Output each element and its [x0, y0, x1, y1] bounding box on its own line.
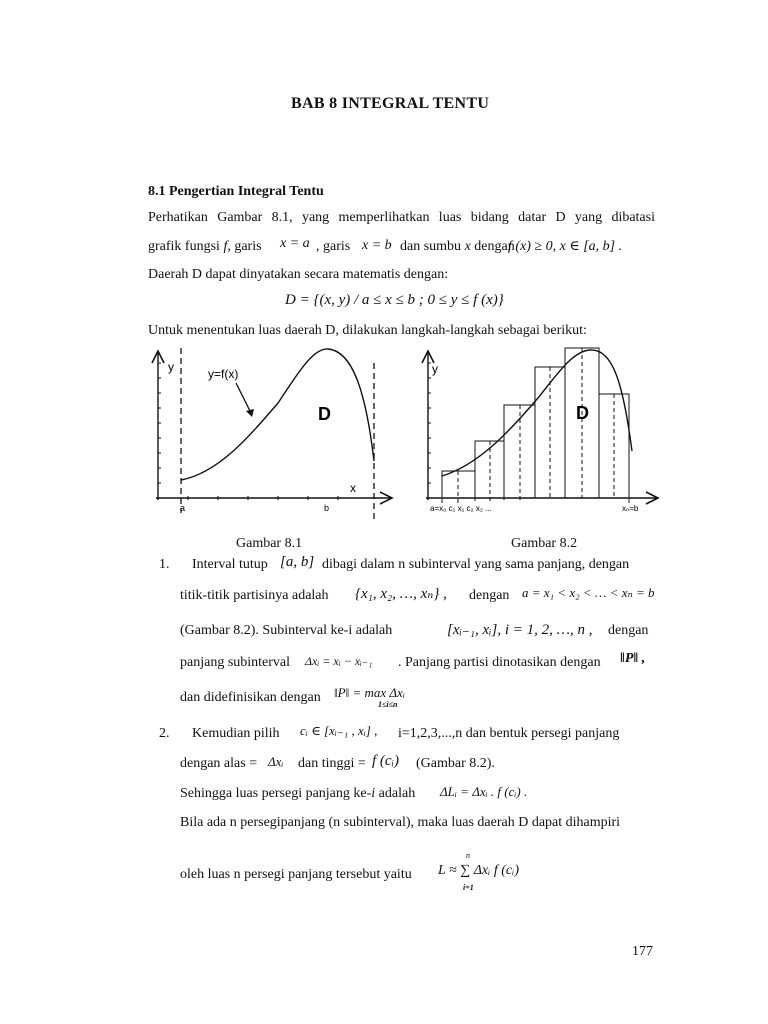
paragraph-line: Perhatikan Gambar 8.1, yang memperlihatkan luas bidang datar D yang dibatasi — [148, 210, 655, 225]
a-label: a — [180, 503, 186, 513]
text-run: dan tinggi = — [298, 756, 366, 771]
x-axis-label: x — [350, 481, 356, 495]
math-x-eq-a: x = a — [280, 236, 310, 251]
y-axis-label: y — [168, 360, 174, 374]
math-subinterval: [xᵢ₋₁, xᵢ], i = 1, 2, …, n , — [447, 622, 593, 638]
math-x-eq-b: x = b — [362, 238, 392, 253]
math-norm-p: ‖P‖ , — [620, 651, 646, 666]
paragraph-line: Daerah D dapat dinyatakan secara matematis dengan: — [148, 267, 449, 282]
text-run: adalah — [378, 786, 416, 801]
math-norm-def: ‖P‖ = max Δxᵢ — [334, 685, 405, 700]
math-interval: [a, b] — [280, 554, 315, 570]
list-number: 1. — [159, 557, 170, 572]
curve-label: y=f(x) — [208, 367, 239, 381]
math-condition: f (x) ≥ 0, x ∈ [a, b] . — [508, 239, 623, 254]
paragraph-line — [400, 238, 515, 256]
figure-caption: Gambar 8.2 — [511, 536, 578, 551]
text-run: dan didefinisikan dengan — [180, 690, 321, 705]
math-sum-upper: n — [466, 851, 470, 860]
riemann-rectangles — [442, 348, 629, 498]
paragraph-line: Untuk menentukan luas daerah D, dilakukan langkah-langkah sebagai berikut: — [148, 323, 587, 338]
text-run: Interval tutup — [192, 557, 268, 572]
text-run: i — [371, 786, 376, 801]
text-run: i=1,2,3,...,n dan bentuk persegi panjang — [398, 726, 620, 741]
region-label: D — [318, 404, 331, 424]
math-delta-x: Δxᵢ = xᵢ − xᵢ₋₁ — [305, 654, 373, 668]
label-pointer-head — [246, 409, 254, 417]
y-axis-label: y — [432, 362, 438, 376]
math-max-subscript: 1≤i≤n — [378, 700, 398, 709]
page-title: BAB 8 INTEGRAL TENTU — [291, 95, 490, 112]
text-run: dibagi dalam n subinterval yang sama panjang, dengan — [322, 557, 630, 572]
text-run: dengan — [608, 623, 649, 638]
text-run: titik-titik partisinya adalah — [180, 588, 329, 603]
math-height: f (cᵢ) — [372, 753, 399, 769]
text-run: (Gambar 8.2). Subinterval ke-i adalah — [180, 623, 393, 638]
figure-caption: Gambar 8.1 — [236, 536, 303, 551]
text-run: dengan — [469, 588, 510, 603]
text-run: x — [464, 239, 471, 254]
math-partition-order: a = x₁ < x₂ < … < xₙ = b — [522, 585, 655, 600]
text-run: oleh luas n persegi panjang tersebut yaitu — [180, 867, 412, 882]
figure-8-2 — [418, 343, 668, 523]
paragraph-line — [180, 785, 415, 803]
text-run: garis — [234, 239, 262, 254]
text-run: dengan — [474, 239, 515, 254]
math-partition-set: {x₁, x₂, …, xₙ} , — [355, 586, 447, 602]
text-run: panjang subinterval — [180, 655, 291, 670]
text-run: Sehingga luas persegi panjang ke- — [180, 786, 372, 801]
text-run: Kemudian pilih — [192, 726, 280, 741]
section-heading: 8.1 Pengertian Integral Tentu — [148, 184, 324, 199]
figure-8-1 — [148, 343, 398, 523]
text-run: dan sumbu — [400, 239, 462, 254]
region-label: D — [576, 403, 589, 423]
curve-f — [442, 350, 632, 476]
b-label: b — [324, 503, 330, 513]
math-sum-lower: i=1 — [463, 883, 474, 892]
text-run: , garis — [316, 239, 351, 254]
formula-region-d: D = {(x, y) / a ≤ x ≤ b ; 0 ≤ y ≤ f (x)} — [285, 292, 504, 308]
end-label: xₙ=b — [622, 504, 639, 513]
paragraph-line: Bila ada n persegipanjang (n subinterval), maka luas daerah D dapat dihampiri — [180, 815, 621, 830]
text-run: grafik fungsi — [148, 239, 220, 254]
math-delta-x: Δxᵢ — [268, 754, 284, 769]
text-run: dengan alas = — [180, 756, 258, 771]
math-area-rect: ΔLᵢ = Δxᵢ . f (cᵢ) . — [440, 784, 528, 799]
paragraph-line — [148, 238, 262, 256]
math-choose-c: cᵢ ∈ [xᵢ₋₁ , xᵢ] , — [300, 723, 378, 738]
text-run: f, — [223, 239, 231, 254]
text-run: . Panjang partisi dinotasikan dengan — [398, 655, 601, 670]
list-number: 2. — [159, 726, 170, 741]
partition-tick-labels: a=x₀ c₁ x₁ c₂ x₂ ... — [430, 504, 492, 513]
page-number: 177 — [632, 944, 653, 959]
text-run: (Gambar 8.2). — [416, 756, 495, 771]
math-riemann-sum: L ≈ ∑ Δxᵢ f (cᵢ) — [438, 863, 519, 878]
